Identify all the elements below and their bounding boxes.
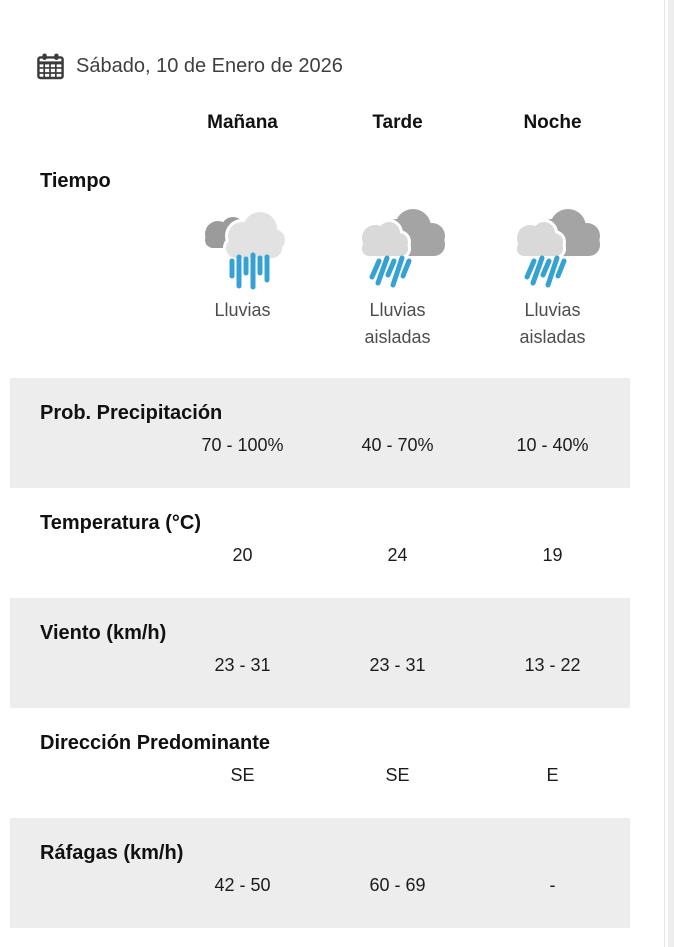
value-manana: 20 bbox=[232, 545, 253, 565]
date-header bbox=[36, 52, 343, 81]
row-label: Viento (km/h) bbox=[40, 622, 167, 644]
row-label: Ráfagas (km/h) bbox=[40, 842, 184, 864]
weather-row bbox=[10, 150, 630, 378]
column-header-manana: Mañana bbox=[207, 112, 278, 133]
row-temperatura bbox=[10, 488, 630, 598]
weather-cell-manana bbox=[165, 150, 320, 378]
value-tarde: 24 bbox=[387, 545, 408, 565]
value-tarde: 60 - 69 bbox=[369, 875, 426, 895]
column-headers bbox=[10, 112, 630, 134]
weather-caption-manana: Lluvias bbox=[214, 300, 271, 320]
value-noche: E bbox=[546, 765, 559, 785]
row-label-tiempo: Tiempo bbox=[40, 170, 111, 192]
column-header-noche: Noche bbox=[523, 112, 582, 133]
row-prob-precipitacion bbox=[10, 378, 630, 488]
value-noche: 19 bbox=[542, 545, 563, 565]
column-header-tarde: Tarde bbox=[372, 112, 423, 133]
value-manana: 23 - 31 bbox=[214, 655, 271, 675]
panel-right-border bbox=[664, 0, 665, 947]
rain-icon bbox=[190, 200, 295, 292]
calendar-icon bbox=[36, 52, 65, 81]
scrollbar-track[interactable] bbox=[668, 0, 674, 947]
row-viento bbox=[10, 598, 630, 708]
isolated-rain-icon bbox=[500, 200, 605, 292]
weather-caption-noche: Lluvias aisladas bbox=[519, 300, 586, 347]
isolated-rain-icon bbox=[345, 200, 450, 292]
row-rafagas bbox=[10, 818, 630, 928]
weather-caption-tarde: Lluvias aisladas bbox=[364, 300, 431, 347]
value-tarde: 23 - 31 bbox=[369, 655, 426, 675]
value-manana: SE bbox=[230, 765, 255, 785]
row-direccion-predominante bbox=[10, 708, 630, 818]
value-tarde: 40 - 70% bbox=[361, 435, 434, 455]
row-label: Dirección Predominante bbox=[40, 732, 271, 754]
value-tarde: SE bbox=[385, 765, 410, 785]
value-noche: 13 - 22 bbox=[524, 655, 581, 675]
value-noche: - bbox=[549, 875, 556, 895]
value-noche: 10 - 40% bbox=[516, 435, 589, 455]
date-text: Sábado, 10 de Enero de 2026 bbox=[76, 55, 343, 77]
row-label: Temperatura (°C) bbox=[40, 512, 201, 534]
value-manana: 70 - 100% bbox=[201, 435, 284, 455]
column-header-spacer bbox=[10, 112, 165, 134]
row-label: Prob. Precipitación bbox=[40, 402, 223, 424]
weather-cell-noche bbox=[475, 150, 630, 378]
weather-cell-tarde bbox=[320, 150, 475, 378]
forecast-table bbox=[0, 378, 674, 928]
value-manana: 42 - 50 bbox=[214, 875, 271, 895]
